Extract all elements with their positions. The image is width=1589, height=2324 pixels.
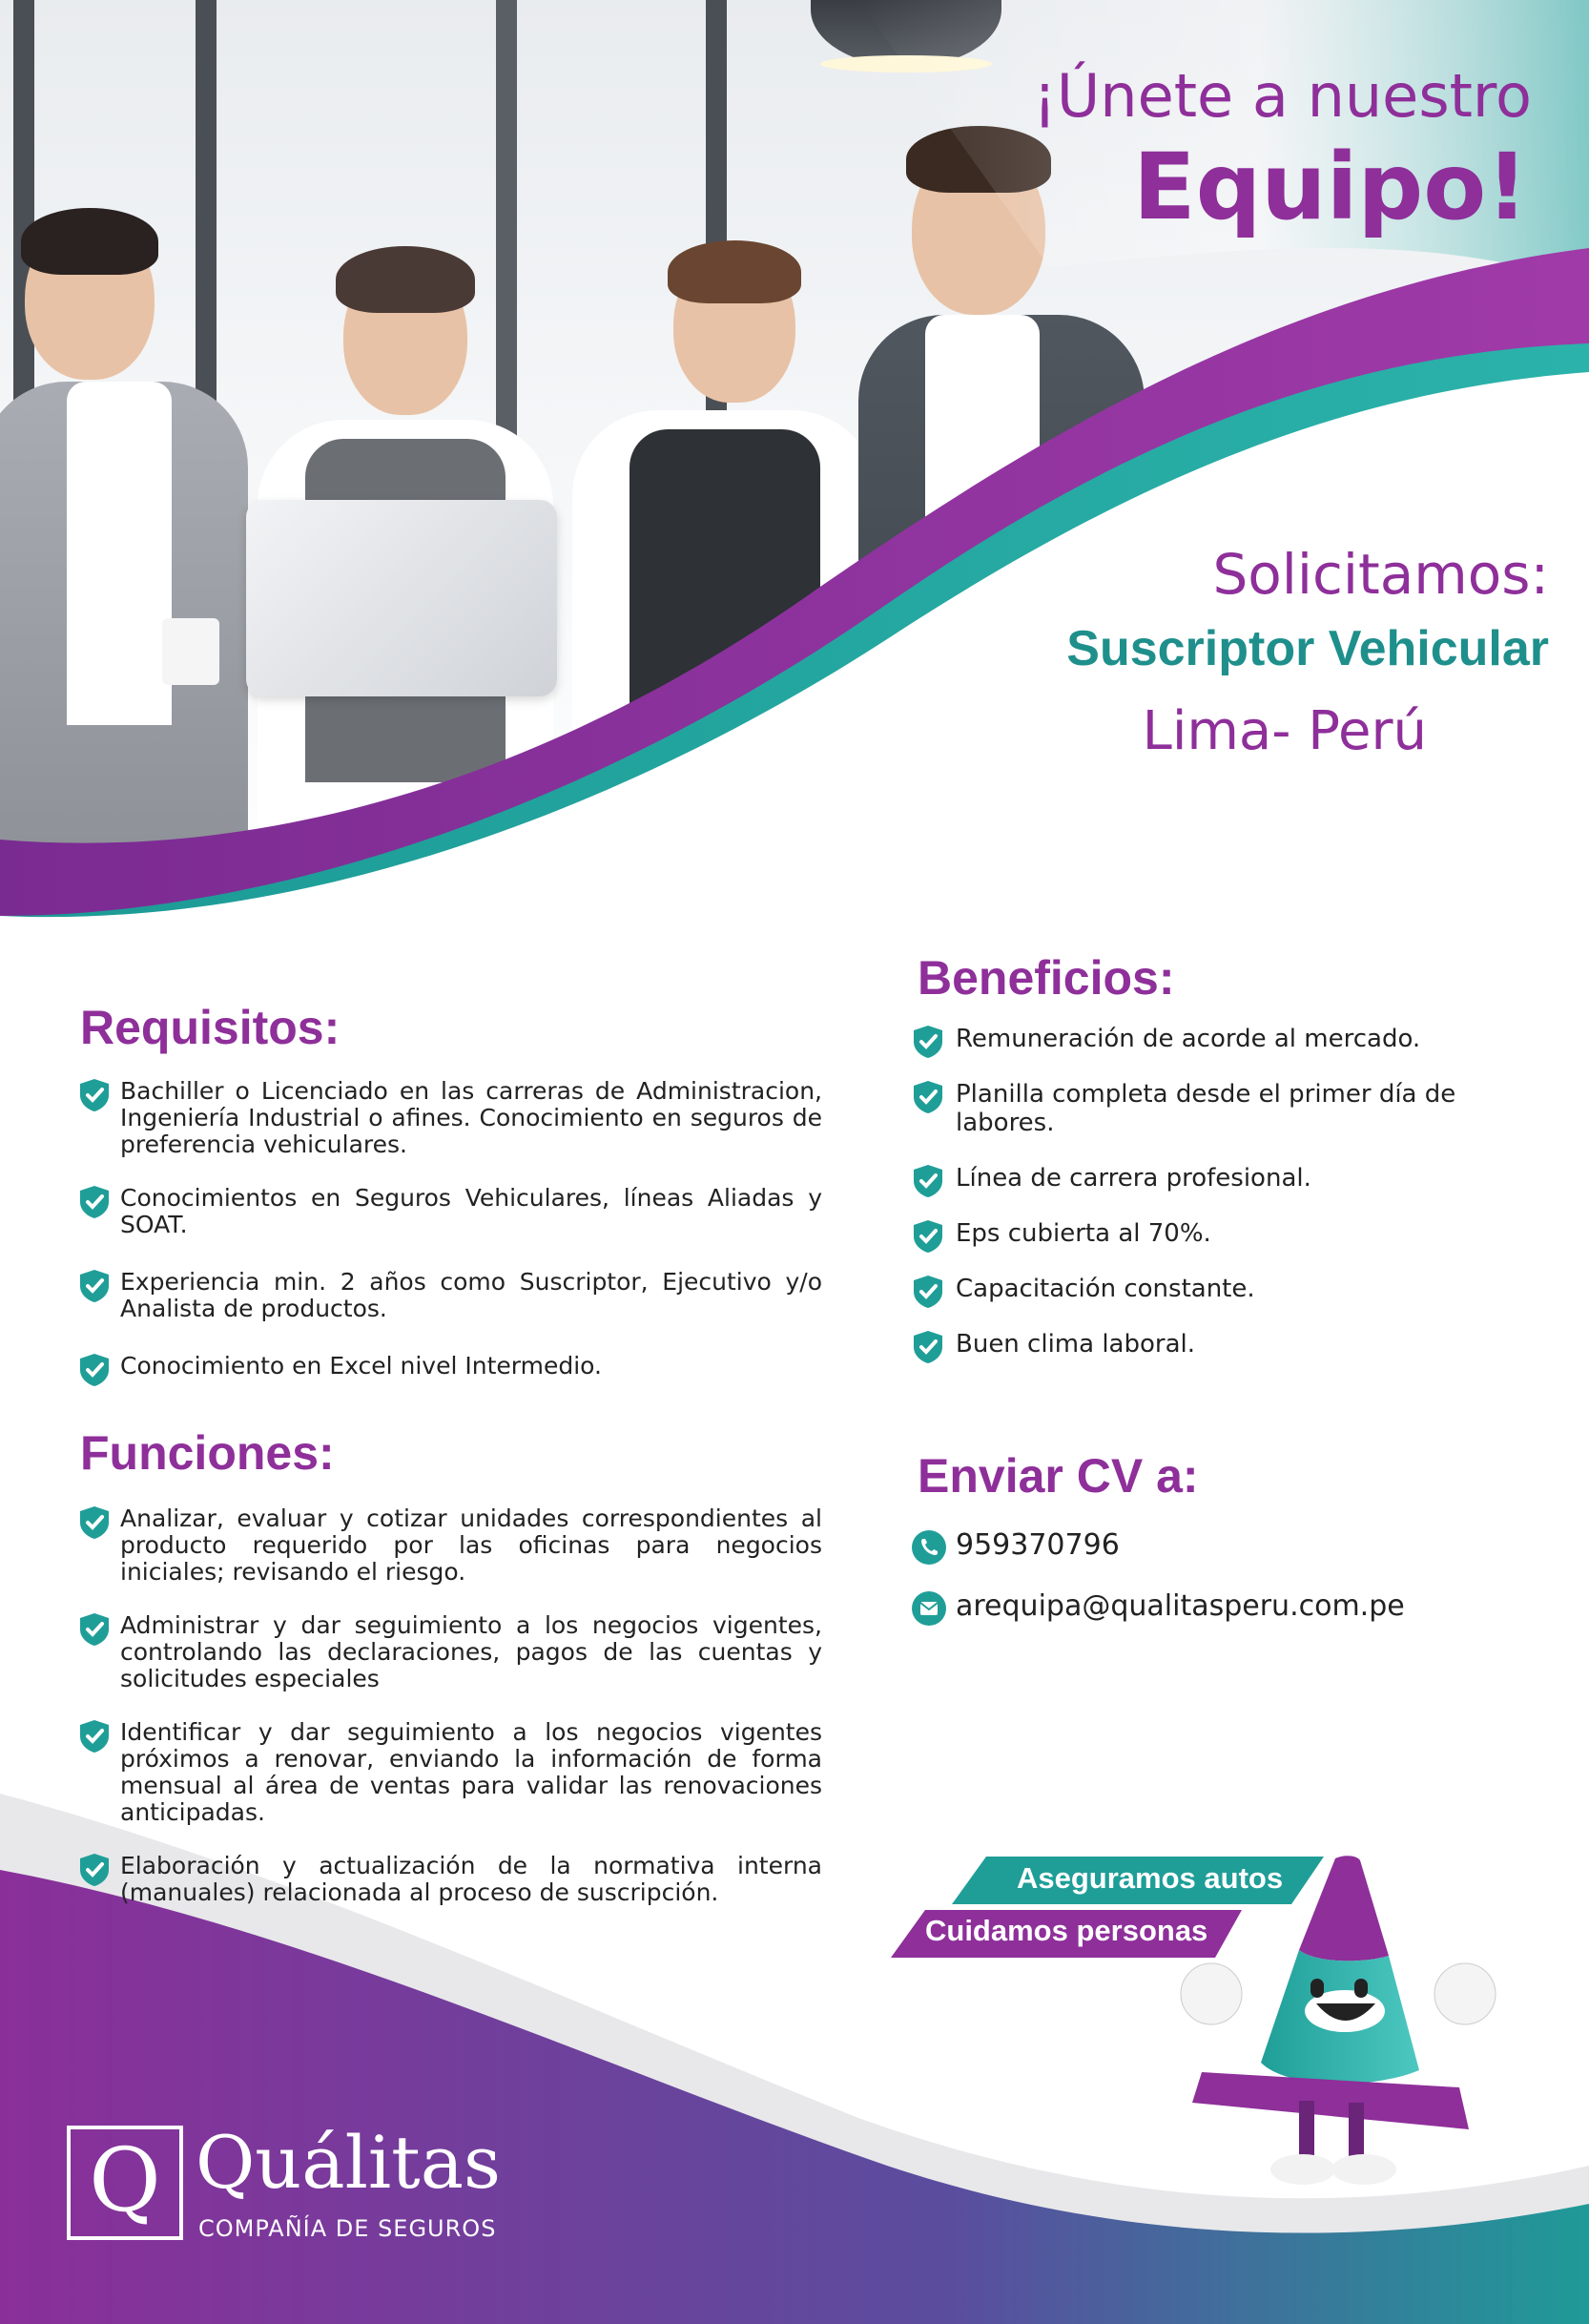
requisito-text: Conocimiento en Excel nivel Intermedio.	[120, 1352, 602, 1380]
beneficio-item	[912, 1330, 1484, 1359]
requisito-text: Bachiller o Licenciado en las carreras de Administracion, Ingeniería Industrial o afines. Conocimiento en seguros de preferencia vehiculares.	[120, 1077, 822, 1158]
phone-icon	[912, 1530, 946, 1565]
headline-line2: Equipo!	[1133, 134, 1528, 240]
beneficio-item	[912, 1275, 1484, 1303]
beneficio-text: Línea de carrera profesional.	[956, 1164, 1311, 1193]
shield-check-icon	[78, 1719, 111, 1753]
funcion-text: Administrar y dar seguimiento a los negocios vigentes, controlando las declaraciones, pagos de las cuentas y solicitudes especiales	[120, 1611, 822, 1692]
funcion-text: Identificar y dar seguimiento a los negocios vigentes próximos a renovar, enviando la información de forma mensual al área de ventas para validar las renovaciones anticipadas.	[120, 1718, 822, 1826]
position-title: Suscriptor Vehicular	[1066, 621, 1549, 676]
beneficio-item	[912, 1219, 1484, 1248]
beneficios-title: Beneficios:	[918, 951, 1175, 1005]
requisito-text: Conocimientos en Seguros Vehiculares, líneas Aliadas y SOAT.	[120, 1184, 822, 1238]
beneficio-text: Planilla completa desde el primer día de labores.	[956, 1080, 1456, 1137]
slogan-personas: Cuidamos personas	[925, 1914, 1208, 1947]
email-contact[interactable]	[912, 1589, 1405, 1623]
shield-check-icon	[912, 1330, 944, 1364]
funcion-item	[78, 1719, 822, 1826]
shield-check-icon	[78, 1612, 111, 1647]
beneficio-text: Capacitación constante.	[956, 1275, 1255, 1303]
shield-check-icon	[912, 1080, 944, 1114]
shield-check-icon	[78, 1853, 111, 1887]
shield-check-icon	[912, 1219, 944, 1254]
shield-check-icon	[912, 1025, 944, 1059]
mail-icon	[912, 1591, 946, 1626]
funcion-text: Elaboración y actualización de la normativa interna (manuales) relacionada al proceso de suscripción.	[120, 1852, 822, 1906]
contact-title: Enviar CV a:	[918, 1449, 1199, 1503]
cone-mascot	[1173, 1851, 1517, 2213]
brand-name: Quálitas	[196, 2120, 502, 2205]
beneficio-item	[912, 1025, 1484, 1053]
phone-number: 959370796	[956, 1528, 1120, 1562]
shield-check-icon	[78, 1505, 111, 1540]
position-location: Lima- Perú	[1142, 700, 1427, 762]
funcion-item	[78, 1612, 822, 1692]
requisito-text: Experiencia min. 2 años como Suscriptor, Ejecutivo y/o Analista de productos.	[120, 1268, 822, 1322]
funcion-item	[78, 1853, 822, 1906]
requisito-item	[78, 1269, 822, 1322]
beneficio-text: Remuneración de acorde al mercado.	[956, 1025, 1421, 1053]
shield-check-icon	[912, 1275, 944, 1309]
email-address: arequipa@qualitasperu.com.pe	[956, 1589, 1405, 1623]
shield-check-icon	[78, 1185, 111, 1219]
requisito-item	[78, 1078, 822, 1158]
shield-check-icon	[912, 1164, 944, 1198]
shield-check-icon	[78, 1269, 111, 1303]
requisito-item	[78, 1185, 822, 1238]
slogan-autos: Aseguramos autos	[1017, 1861, 1284, 1895]
funcion-text: Analizar, evaluar y cotizar unidades correspondientes al producto requerido por las oficinas para negocios iniciales; revisando el riesgo.	[120, 1504, 822, 1586]
funcion-item	[78, 1505, 822, 1586]
position-label: Solicitamos:	[1212, 542, 1549, 607]
requisitos-title: Requisitos:	[80, 1001, 340, 1054]
funciones-title: Funciones:	[80, 1426, 335, 1480]
brand-logo-mark	[67, 2126, 183, 2240]
shield-check-icon	[78, 1353, 111, 1387]
logo-letter: Q	[89, 2129, 161, 2231]
beneficio-text: Buen clima laboral.	[956, 1330, 1195, 1359]
beneficio-text: Eps cubierta al 70%.	[956, 1219, 1211, 1248]
phone-contact[interactable]	[912, 1528, 1120, 1562]
beneficio-item	[912, 1080, 1484, 1137]
beneficio-item	[912, 1164, 1484, 1193]
brand-subtitle: COMPAÑÍA DE SEGUROS	[198, 2215, 497, 2242]
requisito-item	[78, 1353, 822, 1380]
headline-line1: ¡Únete a nuestro	[1033, 61, 1532, 131]
shield-check-icon	[78, 1078, 111, 1112]
